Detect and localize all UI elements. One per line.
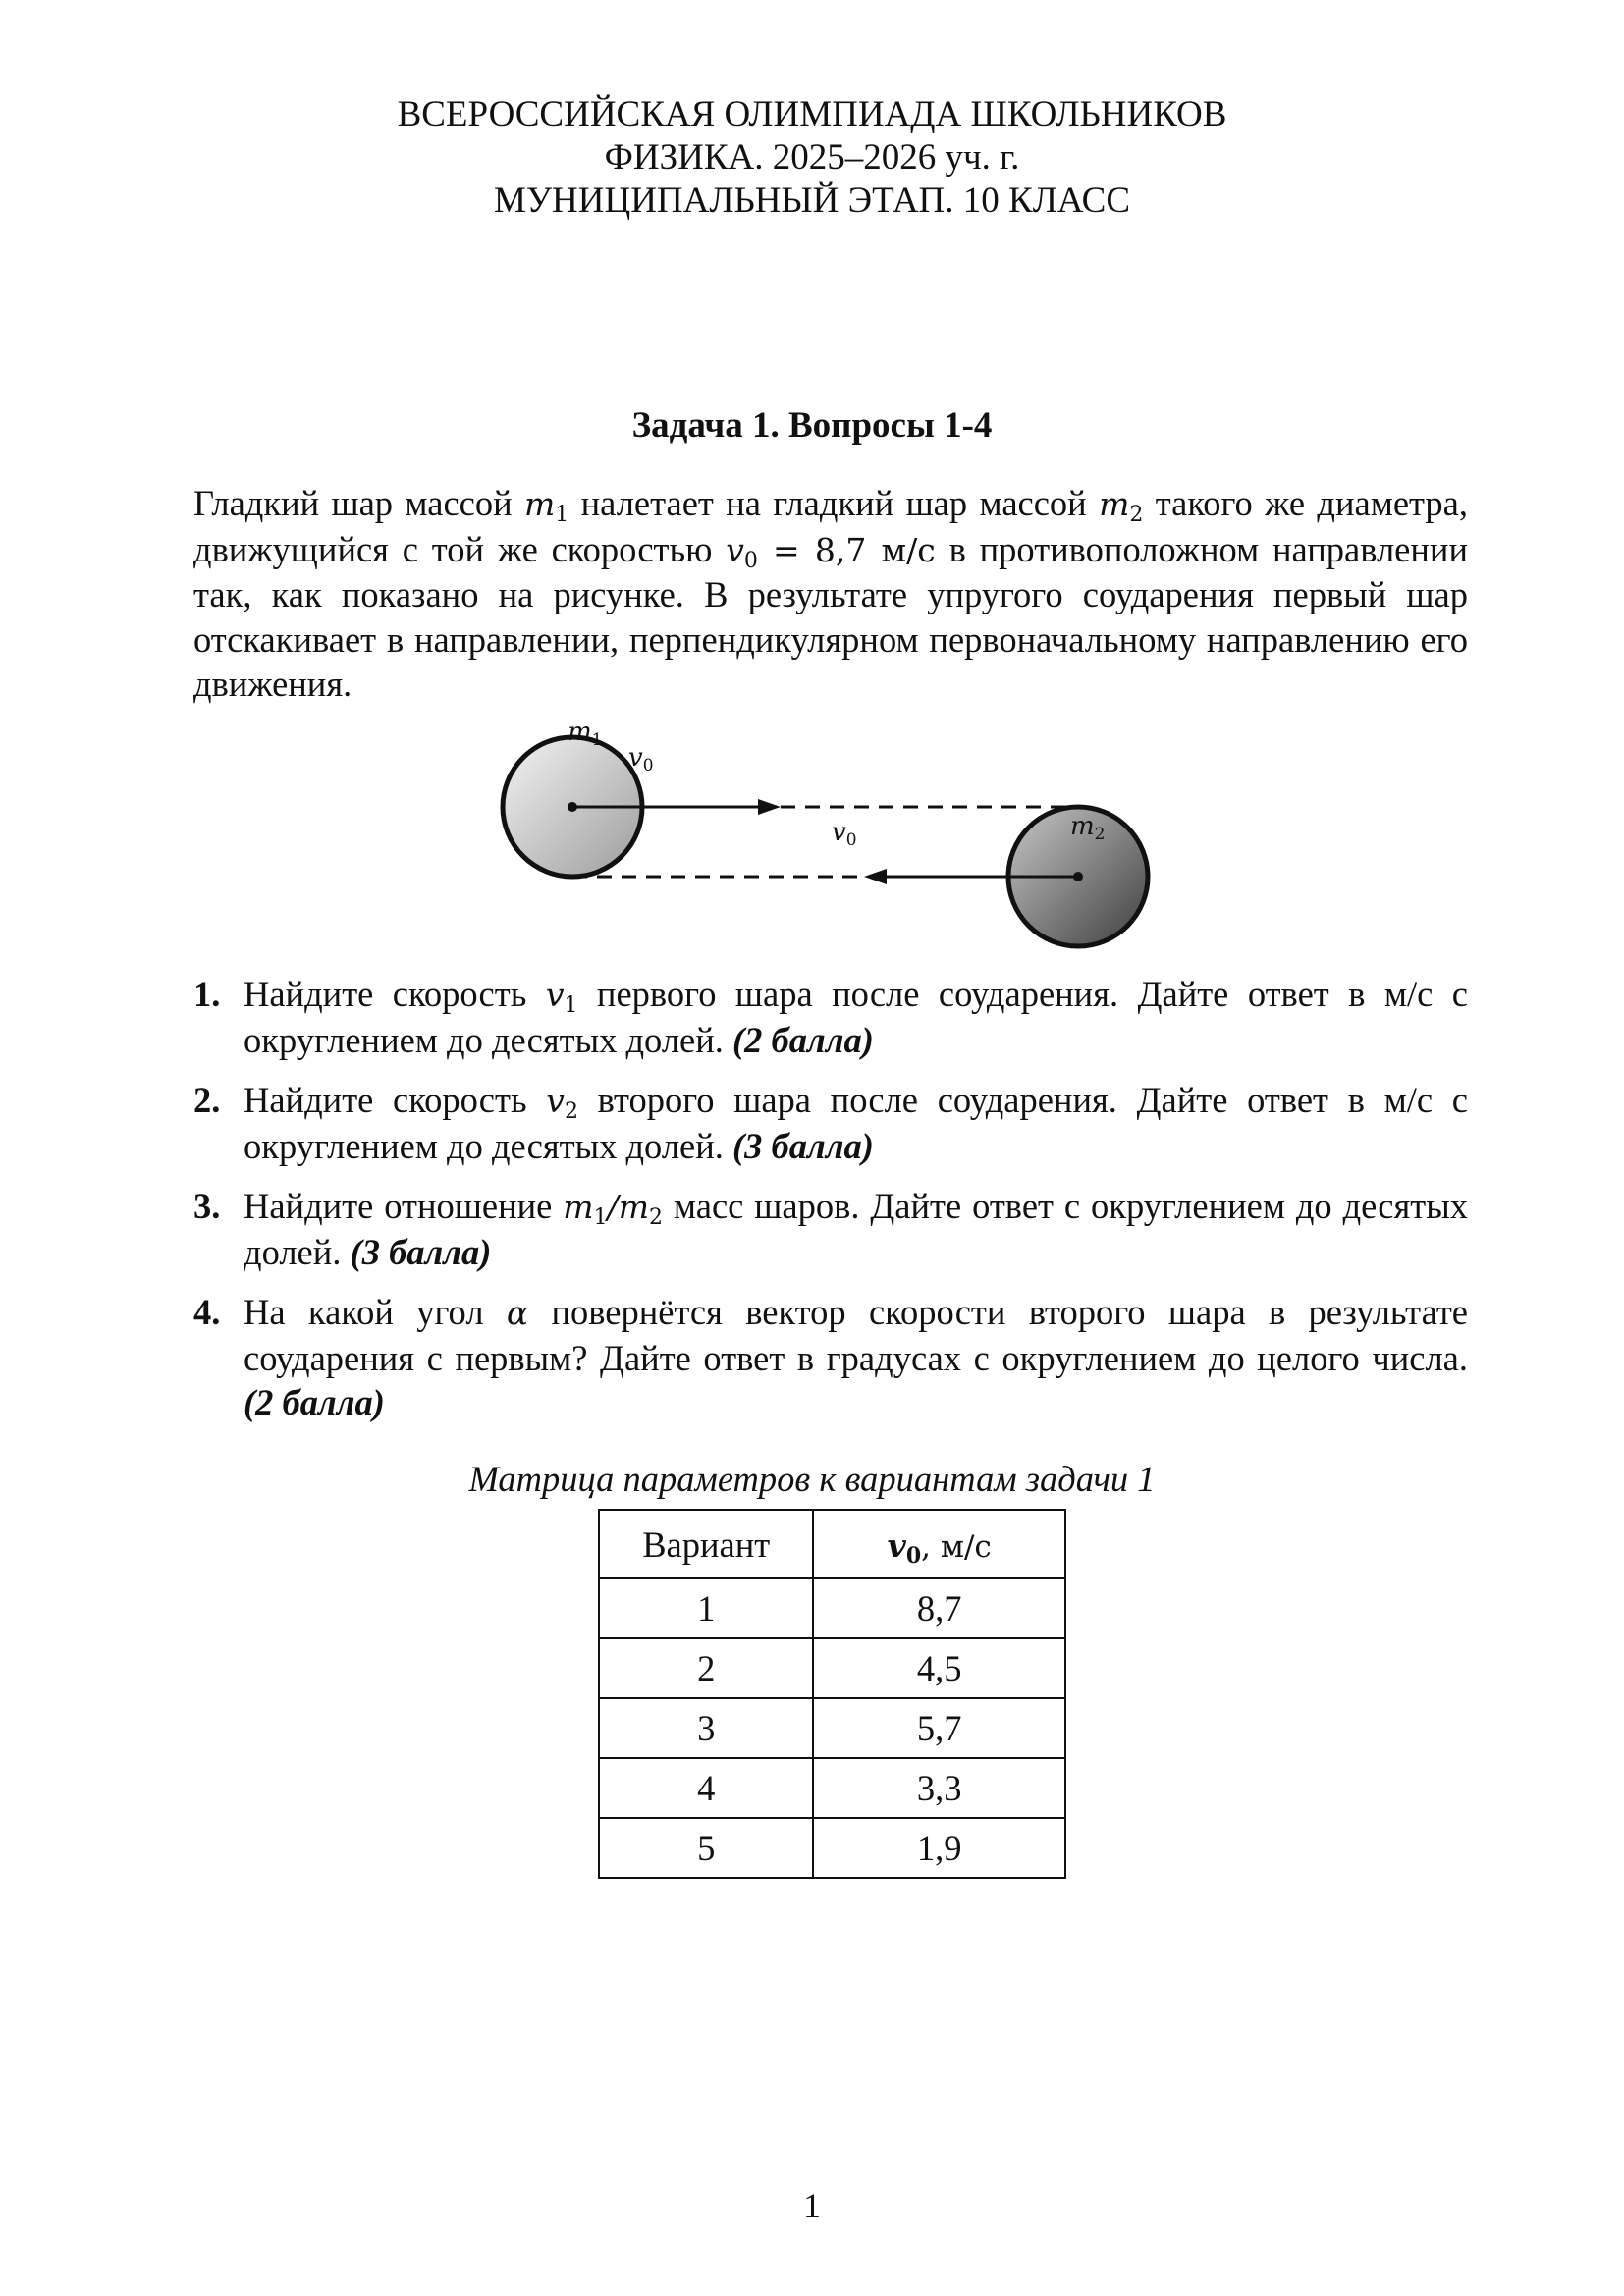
header-olympiad-title: ВСЕРОССИЙСКАЯ ОЛИМПИАДА ШКОЛЬНИКОВ [397, 94, 1227, 134]
question-item [193, 1184, 1468, 1274]
question-list [193, 972, 1468, 1441]
statement-text: в противоположном направлении так, как показано на рисунке. В результате упругого соударения первый шар отскакивает в направлении, перпендикулярном первоначальному направлению его движения. [193, 528, 1468, 704]
mass-1-symbol: $m_1$ [524, 485, 569, 527]
ball-1-center [568, 802, 577, 812]
cell-variant: 5 [599, 1818, 813, 1878]
velocity-2-label: $v_0$ [832, 818, 857, 850]
task-title: Задача 1. Вопросы 1-4 [631, 405, 993, 446]
header-stage-grade: МУНИЦИПАЛЬНЫЙ ЭТАП. 10 КЛАСС [493, 181, 1131, 221]
question-number: 3. [193, 1186, 221, 1226]
collision-diagram [481, 718, 1168, 957]
question-number: 4. [193, 1292, 221, 1332]
table-row [599, 1578, 1065, 1638]
page-number: 1 [803, 2186, 821, 2225]
cell-velocity: 4,5 [813, 1638, 1065, 1698]
collision-diagram-svg [481, 721, 1168, 957]
question-text: повернётся вектор скорости второго шара в результате соударения с первым? Дайте ответ в градусах с округлением до целого числа. [244, 1292, 1468, 1378]
table-caption: Матрица параметров к вариантам задачи 1 [468, 1459, 1156, 1499]
velocity-unit: м/с [881, 530, 936, 569]
ball-2-center [1073, 872, 1083, 881]
question-text: второго шара после соударения. Дайте ответ в м/с с округлением до десятых долей. [244, 1080, 1468, 1166]
question-points: (2 балла) [732, 1019, 874, 1060]
question-points: (3 балла) [732, 1125, 874, 1166]
cell-variant: 4 [599, 1758, 813, 1818]
table-row [599, 1758, 1065, 1818]
question-points: (3 балла) [350, 1231, 492, 1272]
question-text: Найдите скорость [244, 974, 546, 1014]
statement-text: такого же диаметра, движущийся с той же скоростью [193, 483, 1468, 569]
velocity-value: = 8,7 [757, 530, 882, 569]
question-text: масс шаров. Дайте ответ с округлением до десятых долей. [244, 1186, 1468, 1272]
statement-text: Гладкий шар массой [193, 483, 524, 523]
cell-velocity: 1,9 [813, 1818, 1065, 1878]
statement-text: налетает на гладкий шар массой [568, 483, 1100, 523]
variant-parameters-table [598, 1509, 1066, 1879]
velocity-arrow-2-head [864, 869, 887, 884]
velocity-1-symbol: $v_1$ [545, 976, 578, 1018]
cell-velocity: 8,7 [813, 1578, 1065, 1638]
question-number: 1. [193, 974, 221, 1014]
velocity-2-symbol: $v_2$ [546, 1082, 578, 1124]
question-points: (2 балла) [244, 1382, 385, 1422]
header-variant: Вариант [599, 1510, 813, 1578]
ball-1-label: $m_1$ [568, 718, 603, 750]
question-text: Найдите отношение [244, 1186, 564, 1226]
question-text: Найдите скорость [244, 1080, 547, 1120]
cell-velocity: 5,7 [813, 1698, 1065, 1758]
velocity-arrow-1-head [758, 799, 781, 815]
angle-alpha-symbol: α [506, 1294, 529, 1332]
cell-velocity: 3,3 [813, 1758, 1065, 1818]
header-velocity: $v_0$, м/с [813, 1510, 1065, 1578]
header-subject-year: ФИЗИКА. 2025–2026 уч. г. [604, 137, 1020, 178]
mass-2-symbol: $m_2$ [1099, 485, 1144, 527]
problem-statement [193, 481, 1468, 707]
ball-2-label: $m_2$ [1070, 812, 1106, 844]
table-row [599, 1638, 1065, 1698]
cell-variant: 1 [599, 1578, 813, 1638]
table-row [599, 1698, 1065, 1758]
question-text: На какой угол [244, 1292, 507, 1332]
cell-variant: 3 [599, 1698, 813, 1758]
table-row [599, 1818, 1065, 1878]
question-text: первого шара после соударения. Дайте ответ в м/с с округлением до десятых долей. [244, 974, 1468, 1060]
velocity-symbol: $v_0$ [726, 530, 758, 573]
question-item [193, 1078, 1468, 1168]
cell-variant: 2 [599, 1638, 813, 1698]
question-item [193, 1290, 1468, 1425]
question-item [193, 972, 1468, 1062]
document-header [0, 93, 1624, 223]
velocity-1-label: $v_0$ [628, 743, 654, 775]
mass-ratio-symbol: $m_1/m_2$ [563, 1188, 663, 1230]
question-number: 2. [193, 1080, 221, 1120]
table-header-row [599, 1510, 1065, 1578]
